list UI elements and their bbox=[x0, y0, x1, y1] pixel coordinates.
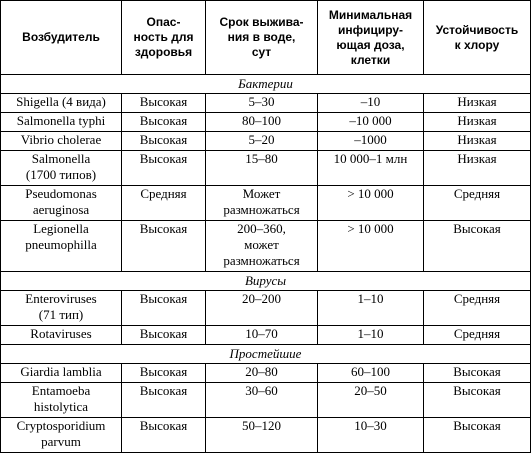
cell-survival: 5–30 bbox=[206, 94, 318, 113]
cell-dose: –1000 bbox=[318, 132, 424, 151]
cell-chlorine: Низкая bbox=[424, 113, 531, 132]
cell-hazard: Высокая bbox=[122, 383, 206, 418]
cell-dose: 1–10 bbox=[318, 326, 424, 345]
cell-pathogen: Rotaviruses bbox=[1, 326, 122, 345]
cell-hazard: Высокая bbox=[122, 364, 206, 383]
header-infective-dose: Минимальная инфициру- ющая доза, клетки bbox=[318, 1, 424, 75]
cell-dose: 10 000–1 млн bbox=[318, 151, 424, 186]
table-row bbox=[1, 113, 531, 132]
cell-dose: –10 bbox=[318, 94, 424, 113]
header-row bbox=[1, 1, 531, 75]
cell-pathogen: Giardia lamblia bbox=[1, 364, 122, 383]
cell-hazard: Высокая bbox=[122, 94, 206, 113]
cell-hazard: Высокая bbox=[122, 221, 206, 272]
table-row bbox=[1, 364, 531, 383]
cell-chlorine: Высокая bbox=[424, 383, 531, 418]
cell-hazard: Средняя bbox=[122, 186, 206, 221]
table-row bbox=[1, 94, 531, 113]
cell-pathogen: Salmonella typhi bbox=[1, 113, 122, 132]
cell-chlorine: Низкая bbox=[424, 132, 531, 151]
cell-survival: 5–20 bbox=[206, 132, 318, 151]
cell-chlorine: Высокая bbox=[424, 418, 531, 453]
cell-hazard: Высокая bbox=[122, 113, 206, 132]
cell-survival: 50–120 bbox=[206, 418, 318, 453]
cell-survival: 200–360, может размножаться bbox=[206, 221, 318, 272]
cell-survival: Может размножаться bbox=[206, 186, 318, 221]
cell-chlorine: Высокая bbox=[424, 221, 531, 272]
section-row-viruses bbox=[1, 272, 531, 291]
cell-survival: 20–80 bbox=[206, 364, 318, 383]
section-label-bacteria: Бактерии bbox=[1, 75, 531, 94]
cell-pathogen: Enteroviruses (71 тип) bbox=[1, 291, 122, 326]
cell-hazard: Высокая bbox=[122, 326, 206, 345]
cell-chlorine: Высокая bbox=[424, 364, 531, 383]
section-label-viruses: Вирусы bbox=[1, 272, 531, 291]
header-survival-time: Срок выжива- ния в воде, сут bbox=[206, 1, 318, 75]
header-health-hazard: Опас- ность для здоровья bbox=[122, 1, 206, 75]
section-row-protozoa bbox=[1, 345, 531, 364]
cell-dose: > 10 000 bbox=[318, 221, 424, 272]
table-row bbox=[1, 383, 531, 418]
cell-dose: –10 000 bbox=[318, 113, 424, 132]
cell-hazard: Высокая bbox=[122, 132, 206, 151]
cell-pathogen: Legionella pneumophilla bbox=[1, 221, 122, 272]
cell-pathogen: Shigella (4 вида) bbox=[1, 94, 122, 113]
table-row bbox=[1, 132, 531, 151]
cell-survival: 30–60 bbox=[206, 383, 318, 418]
cell-pathogen: Salmonella (1700 типов) bbox=[1, 151, 122, 186]
table-row bbox=[1, 291, 531, 326]
section-label-protozoa: Простейшие bbox=[1, 345, 531, 364]
table-row bbox=[1, 221, 531, 272]
cell-survival: 10–70 bbox=[206, 326, 318, 345]
cell-pathogen: Pseudomonas aeruginosa bbox=[1, 186, 122, 221]
cell-chlorine: Средняя bbox=[424, 326, 531, 345]
cell-dose: 20–50 bbox=[318, 383, 424, 418]
cell-pathogen: Vibrio cholerae bbox=[1, 132, 122, 151]
header-chlorine-resistance: Устойчивость к хлору bbox=[424, 1, 531, 75]
cell-chlorine: Средняя bbox=[424, 291, 531, 326]
header-pathogen: Возбудитель bbox=[1, 1, 122, 75]
table-row bbox=[1, 151, 531, 186]
cell-dose: 1–10 bbox=[318, 291, 424, 326]
cell-chlorine: Низкая bbox=[424, 151, 531, 186]
table-row bbox=[1, 326, 531, 345]
cell-chlorine: Низкая bbox=[424, 94, 531, 113]
cell-pathogen: Entamoeba histolytica bbox=[1, 383, 122, 418]
table-row bbox=[1, 186, 531, 221]
cell-survival: 80–100 bbox=[206, 113, 318, 132]
cell-pathogen: Cryptosporidium parvum bbox=[1, 418, 122, 453]
cell-dose: 10–30 bbox=[318, 418, 424, 453]
table-row bbox=[1, 418, 531, 453]
cell-dose: > 10 000 bbox=[318, 186, 424, 221]
section-row-bacteria bbox=[1, 75, 531, 94]
cell-hazard: Высокая bbox=[122, 418, 206, 453]
cell-dose: 60–100 bbox=[318, 364, 424, 383]
cell-survival: 15–80 bbox=[206, 151, 318, 186]
cell-survival: 20–200 bbox=[206, 291, 318, 326]
cell-hazard: Высокая bbox=[122, 291, 206, 326]
cell-hazard: Высокая bbox=[122, 151, 206, 186]
cell-chlorine: Средняя bbox=[424, 186, 531, 221]
